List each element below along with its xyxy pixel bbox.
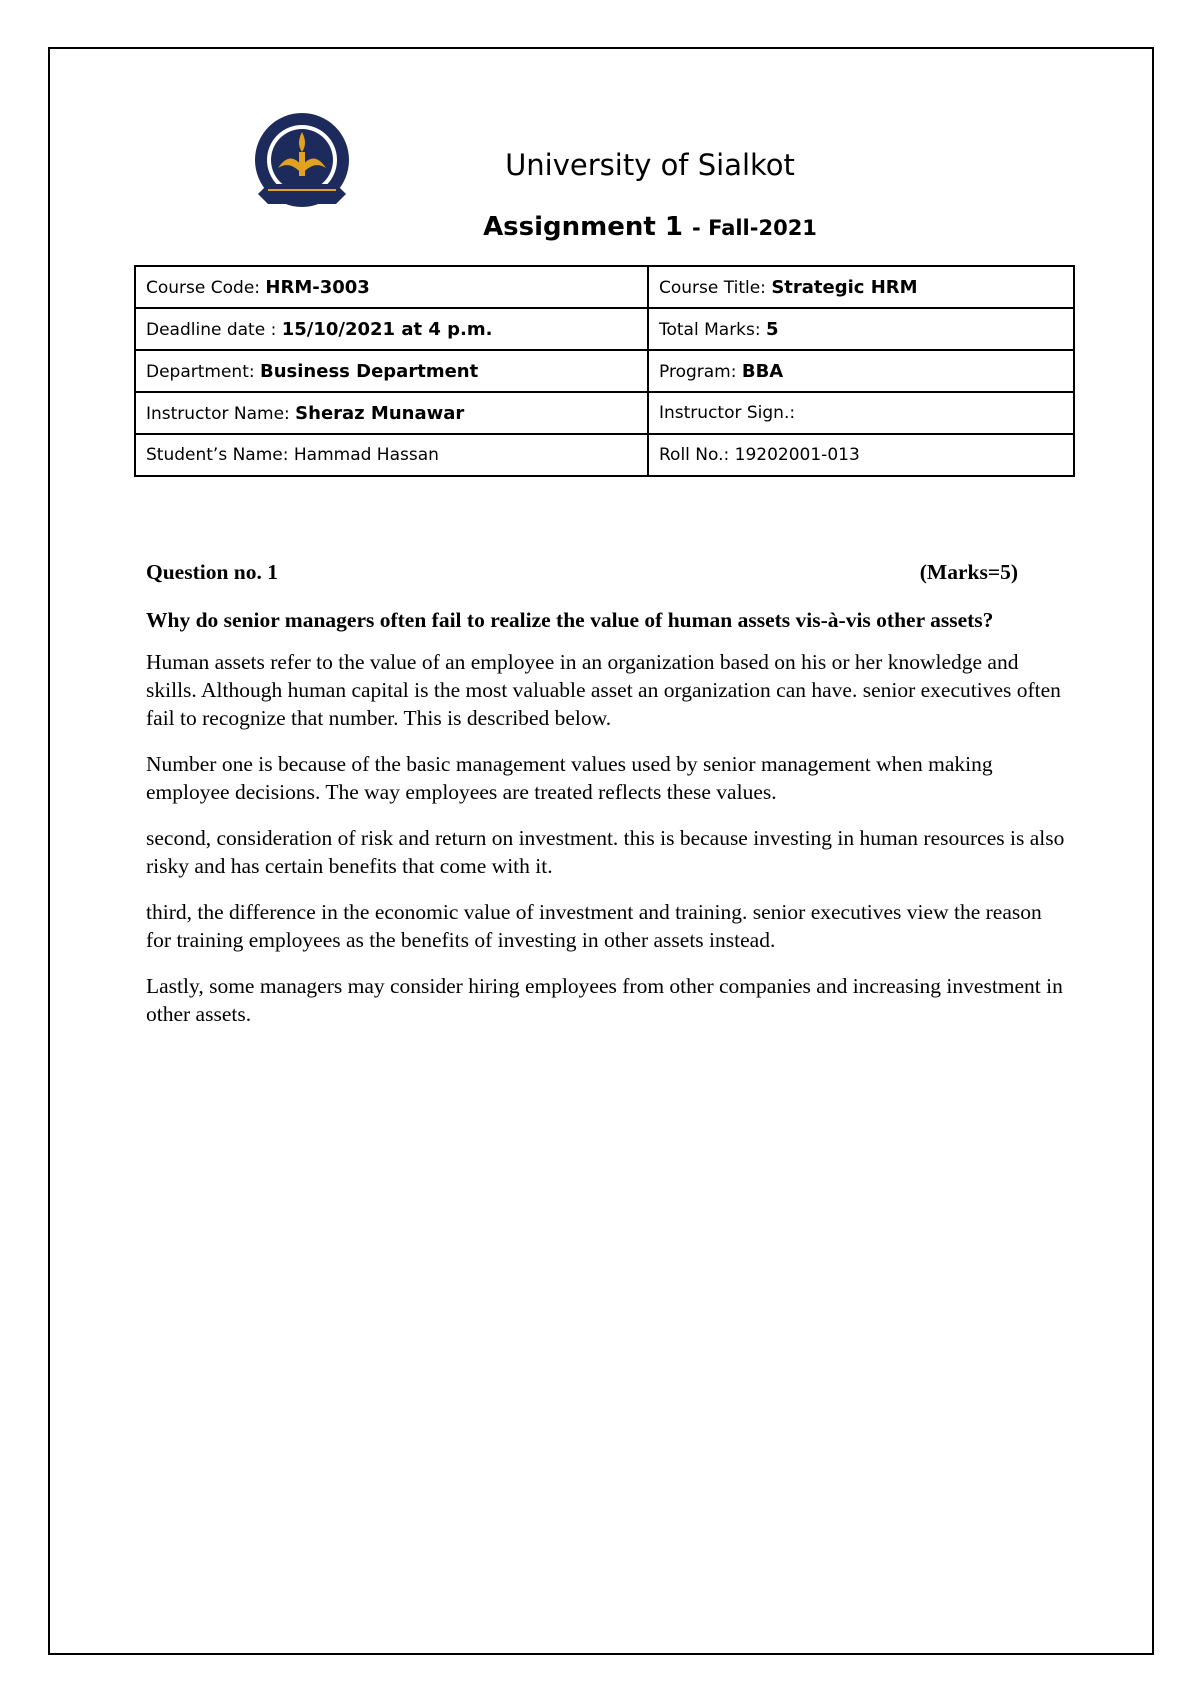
answer-paragraph: Human assets refer to the value of an employee in an organization based on his or her knowledge and skills. Although human capital is the most valuable asset an organization can have. senior executives often fail to recognize that number. This is described below. [146,650,1061,730]
table-row [135,266,1074,308]
cell-label: Student’s Name: [146,445,294,465]
table-row [135,350,1074,392]
cell-label: Course Title: [659,277,772,298]
assignment-term: - Fall-2021 [692,216,817,240]
answer-paragraph: second, consideration of risk and return on investment. this is because investing in human resources is also risky and has certain benefits that come with it. [146,826,1065,878]
cell-value: Business Department [260,360,479,382]
cell-value: BBA [741,360,784,382]
table-row [135,308,1074,350]
cell-value: 19202001-013 [734,445,860,465]
cell-value: Sheraz Munawar [295,402,465,424]
cell-label: Program: [659,361,742,382]
answer-paragraph: third, the difference in the economic value of investment and training. senior executives view the reason for training employees as the benefits of investing in other assets instead. [146,900,1042,952]
cell-value: Strategic HRM [771,276,918,298]
table-row [135,392,1074,434]
roll-no-cell [648,434,1074,476]
answer-paragraph: Lastly, some managers may consider hiring employees from other companies and increasing investment in other assets. [146,974,1063,1026]
cell-label: Roll No.: [659,445,735,465]
university-seal-icon [238,110,366,212]
assignment-label: Assignment 1 [483,212,683,242]
cell-value: 15/10/2021 at 4 p.m. [281,318,493,340]
cell-label: Instructor Name: [146,403,296,424]
program-cell [648,350,1074,392]
total-marks-cell [648,308,1074,350]
cell-label: Course Code: [146,277,266,298]
question-section [146,558,1066,1046]
cell-value: Hammad Hassan [293,445,439,465]
instructor-sign-cell [648,392,1074,434]
table-row [135,434,1074,476]
cell-label: Total Marks: [659,319,767,340]
course-info-table [134,265,1075,477]
question-header [146,558,1066,588]
question-number: Question no. 1 [146,560,279,584]
question-marks: (Marks=5) [919,560,1018,584]
department-cell [135,350,648,392]
cell-label: Department: [146,361,261,382]
cell-value: HRM-3003 [265,276,370,298]
university-name: University of Sialkot [505,148,795,182]
deadline-cell [135,308,648,350]
question-text: Why do senior managers often fail to realize the value of human assets vis-à-vis other assets? [146,608,994,632]
course-code-cell [135,266,648,308]
cell-label: Deadline date : [146,319,282,340]
student-name-cell [135,434,648,476]
cell-label: Instructor Sign.: [659,403,796,423]
course-title-cell [648,266,1074,308]
answer-paragraph: Number one is because of the basic management values used by senior management when making employee decisions. The way employees are treated reflects these values. [146,752,993,804]
instructor-name-cell [135,392,648,434]
cell-value: 5 [766,318,779,340]
assignment-title [400,212,900,242]
